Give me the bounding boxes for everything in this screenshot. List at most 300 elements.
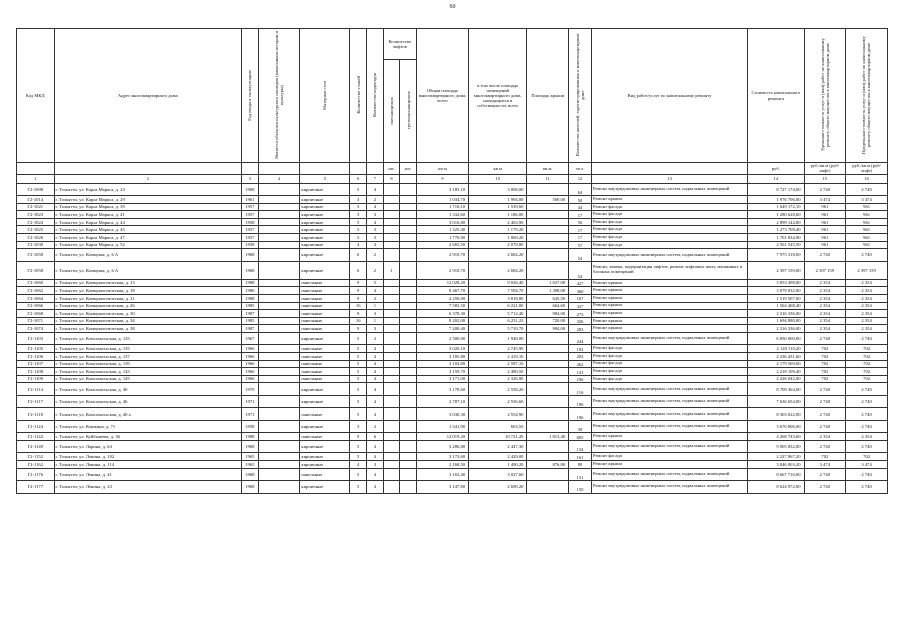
cell-year: 1957	[242, 211, 259, 219]
table-row	[17, 183, 888, 196]
cell-address: г. Тольятти, ул. Комсомольская, д. 125	[54, 332, 242, 345]
cell-work-type: Ремонт фасада	[591, 368, 747, 376]
table-row	[17, 453, 888, 461]
cell-address: г. Тольятти, ул. Коммунистическая, д. 21	[54, 294, 242, 302]
cell-floors: 9	[350, 287, 367, 295]
cell-lifts-cargo	[400, 249, 417, 262]
cell-max-cost: 961	[846, 234, 888, 242]
cell-residents: 57	[569, 241, 592, 249]
unit-cell: руб./кв.м (руб/лифт)	[804, 163, 846, 174]
cell-area-roof	[527, 332, 569, 345]
col-number: 3	[242, 174, 259, 183]
cell-area-roof: 984,00	[527, 325, 569, 333]
cell-lifts-cargo	[400, 375, 417, 383]
cell-work-type: Ремонт фасада	[591, 211, 747, 219]
cell-cost: 2 397 159,00	[748, 261, 804, 279]
cell-code: Г2-1023	[17, 211, 55, 219]
cell-area-total: 8 467,70	[416, 287, 468, 295]
cell-area-total: 2 787,10	[416, 395, 468, 408]
cell-area-premises: 2 429,00	[469, 453, 527, 461]
cell-heritage	[258, 183, 300, 196]
cell-area-premises: 2 079,80	[469, 241, 527, 249]
cell-lifts-cargo	[400, 183, 417, 196]
table-row	[17, 408, 888, 421]
cell-lifts-cargo	[400, 196, 417, 204]
cell-area-premises: 3 818,80	[469, 294, 527, 302]
cell-heritage	[258, 279, 300, 287]
cell-lifts-cargo	[400, 383, 417, 396]
cell-area-premises: 2 326,90	[469, 375, 527, 383]
cell-cost: 6 850 000,00	[748, 332, 804, 345]
cell-floors: 6	[350, 261, 367, 279]
page-number: 60	[449, 4, 456, 10]
cell-year: 1958	[242, 420, 259, 433]
cell-cost: 1 519 507,00	[748, 294, 804, 302]
table-row	[17, 234, 888, 242]
cell-area-roof	[527, 249, 569, 262]
unit-cell	[242, 163, 259, 174]
cell-area-total: 3 173,60	[416, 453, 468, 461]
cell-address: г. Тольятти, ул. Коммунистическая, д. 18	[54, 287, 242, 295]
cell-code: Г2-1024	[17, 218, 55, 226]
table-row	[17, 325, 888, 333]
cell-address: г. Тольятти, ул. Ленина, д. 114	[54, 461, 242, 469]
cell-work-type: Ремонт крыши	[591, 461, 747, 469]
cell-lifts-passenger	[383, 420, 400, 433]
cell-heritage	[258, 249, 300, 262]
cell-area-roof	[527, 234, 569, 242]
cell-area-total: 3 147,80	[416, 481, 468, 494]
cell-area-total: 1 716,10	[416, 203, 468, 211]
cell-lifts-cargo	[400, 433, 417, 441]
table-row	[17, 395, 888, 408]
cell-max-cost: 3 474	[846, 196, 888, 204]
header-walls: Материал стен	[300, 29, 350, 163]
cell-area-premises: 2 463,90	[469, 218, 527, 226]
cell-area-roof	[527, 375, 569, 383]
cell-max-cost: 2 354	[846, 302, 888, 310]
cell-max-cost: 961	[846, 241, 888, 249]
cell-floors: 9	[350, 294, 367, 302]
header-year: Год ввода в эксплуатацию	[242, 29, 259, 163]
cell-walls: кирпичные	[300, 241, 350, 249]
cell-work-type: Ремонт крыши	[591, 302, 747, 310]
cell-area-total: 2 665,50	[416, 241, 468, 249]
cell-unit-cost: 702	[804, 353, 846, 361]
cell-work-type: Ремонт крыши	[591, 433, 747, 441]
cell-walls: панельные	[300, 287, 350, 295]
cell-address: г. Тольятти, ул. Коммунистическая, д. 38	[54, 325, 242, 333]
cell-residents: 605	[569, 433, 592, 441]
cell-year: 1971	[242, 395, 259, 408]
cell-max-cost: 2 740	[846, 249, 888, 262]
cell-heritage	[258, 211, 300, 219]
header-area-roof: Площадь крыши	[527, 29, 569, 163]
cell-floors: 5	[350, 345, 367, 353]
cell-lifts-passenger	[383, 332, 400, 345]
cell-unit-cost: 961	[804, 241, 846, 249]
unit-cell: шт.	[400, 163, 417, 174]
cell-work-type: Ремонт крыши	[591, 279, 747, 287]
cell-residents: 283	[569, 325, 592, 333]
cell-year: 1970	[242, 383, 259, 396]
cell-cost: 1 649 172,10	[748, 203, 804, 211]
cell-residents: 161	[569, 453, 592, 461]
cell-area-premises: 2 558,20	[469, 383, 527, 396]
cell-lifts-cargo	[400, 420, 417, 433]
cell-walls: кирпичные	[300, 461, 350, 469]
table-row	[17, 294, 888, 302]
col-number: 6	[350, 174, 367, 183]
cell-year: 1957	[242, 226, 259, 234]
cell-area-roof	[527, 261, 569, 279]
cell-year: 1958	[242, 218, 259, 226]
cell-lifts-cargo	[400, 395, 417, 408]
cell-residents: 56	[569, 218, 592, 226]
cell-area-premises: 2 556,60	[469, 395, 527, 408]
cell-max-cost: 2 740	[846, 468, 888, 481]
cell-unit-cost: 2 397 159	[804, 261, 846, 279]
unit-cell	[350, 163, 367, 174]
cell-lifts-passenger	[383, 383, 400, 396]
cell-residents: 196	[569, 395, 592, 408]
cell-walls: кирпичные	[300, 453, 350, 461]
cell-area-total: 1 325,40	[416, 226, 468, 234]
cell-area-roof	[527, 183, 569, 196]
table-body	[17, 183, 888, 493]
cell-code: Г2-1152	[17, 453, 55, 461]
cell-year: 1957	[242, 203, 259, 211]
cell-lifts-passenger	[383, 196, 400, 204]
cell-area-premises: 5 712,40	[469, 310, 527, 318]
unit-cell: руб./кв.м (руб/лифт)	[846, 163, 888, 174]
cell-heritage	[258, 241, 300, 249]
cell-lifts-passenger	[383, 433, 400, 441]
cell-cost: 4 268 743,60	[748, 433, 804, 441]
cell-lifts-passenger	[383, 287, 400, 295]
cell-lifts-cargo	[400, 287, 417, 295]
cell-area-total: 3 163,40	[416, 468, 468, 481]
cell-lifts-cargo	[400, 368, 417, 376]
unit-cell	[54, 163, 242, 174]
cell-floors: 5	[350, 395, 367, 408]
cell-address: г. Тольятти, ул. Кошкина, д. 71	[54, 420, 242, 433]
col-number: 8	[383, 174, 400, 183]
header-max-cost: Предельная стоимость услуг и (или) работ по капитальному ремонту общего имущества в многоквартирном доме	[846, 29, 888, 163]
header-code: Код МКД	[17, 29, 55, 163]
cell-area-total: 3 171,00	[416, 375, 468, 383]
cell-heritage	[258, 481, 300, 494]
cell-year: 1965	[242, 461, 259, 469]
header-heritage: Является объектом культурного наследия (памятником истории и культуры)	[258, 29, 300, 163]
cell-lifts-passenger	[383, 241, 400, 249]
cell-year: 1966	[242, 353, 259, 361]
cell-entrances: 2	[367, 249, 384, 262]
cell-lifts-passenger	[383, 468, 400, 481]
cell-residents: 360	[569, 287, 592, 295]
cell-address: г. Тольятти, ул. Комсомольская, д. 40 а	[54, 408, 242, 421]
cell-walls: кирпичные	[300, 218, 350, 226]
table-row	[17, 383, 888, 396]
cell-cost: 1 694 880,00	[748, 317, 804, 325]
cell-address: г. Тольятти, ул. Карла Маркса, д. 44	[54, 218, 242, 226]
cell-lifts-cargo	[400, 440, 417, 453]
table-row	[17, 218, 888, 226]
cell-address: г. Тольятти, ул. Ларина, д. 64	[54, 440, 242, 453]
cell-heritage	[258, 408, 300, 421]
cell-code: Г2-1177	[17, 481, 55, 494]
cell-code: Г2-1025	[17, 226, 55, 234]
cell-entrances: 4	[367, 481, 384, 494]
cell-residents: 196	[569, 408, 592, 421]
cell-code: Г2-1107	[17, 360, 55, 368]
cell-entrances: 4	[367, 408, 384, 421]
cell-entrances: 4	[367, 203, 384, 211]
table-row	[17, 196, 888, 204]
table-row	[17, 241, 888, 249]
header-lifts: Количество лифтов	[383, 29, 416, 60]
cell-walls: панельные	[300, 294, 350, 302]
cell-year: 1958	[242, 241, 259, 249]
cell-heritage	[258, 453, 300, 461]
cell-walls: кирпичные	[300, 234, 350, 242]
cell-lifts-passenger	[383, 317, 400, 325]
cell-code: Г2-1108	[17, 368, 55, 376]
cell-unit-cost: 2 354	[804, 287, 846, 295]
table-row	[17, 345, 888, 353]
cell-address: г. Тольятти, ул. Коммуны, д. 6 А	[54, 249, 242, 262]
cell-work-type: Ремонт фасада	[591, 203, 747, 211]
cell-walls: панельные	[300, 325, 350, 333]
cell-unit-cost: 702	[804, 453, 846, 461]
cell-lifts-passenger	[383, 294, 400, 302]
cell-lifts-passenger	[383, 183, 400, 196]
cell-address: г. Тольятти, ул. Коммуны, д. 6 А	[54, 261, 242, 279]
cell-year: 1968	[242, 440, 259, 453]
cell-area-premises: 1 948,00	[469, 332, 527, 345]
cell-cost: 8 303 022,00	[748, 408, 804, 421]
cell-residents: 167	[569, 294, 592, 302]
cell-area-roof	[527, 241, 569, 249]
unit-cell	[17, 163, 55, 174]
cell-max-cost: 702	[846, 453, 888, 461]
cell-area-roof: 645,50	[527, 294, 569, 302]
cell-unit-cost: 2 354	[804, 325, 846, 333]
cell-unit-cost: 2 354	[804, 317, 846, 325]
cell-floors: 5	[350, 468, 367, 481]
cell-area-roof: 1 637,00	[527, 279, 569, 287]
cell-area-total: 2 910,70	[416, 249, 468, 262]
cell-address: г. Тольятти, ул. Комсомольская, д. 40	[54, 383, 242, 396]
cell-lifts-cargo	[400, 203, 417, 211]
col-number: 2	[54, 174, 242, 183]
cell-lifts-passenger	[383, 310, 400, 318]
cell-work-type: Ремонт фасада	[591, 453, 747, 461]
cell-floors: 5	[350, 332, 367, 345]
cell-walls: панельные	[300, 408, 350, 421]
cell-max-cost: 2 354	[846, 294, 888, 302]
cell-lifts-passenger	[383, 203, 400, 211]
cell-area-premises: 10 721,20	[469, 433, 527, 441]
cell-code: Г2-1071	[17, 317, 55, 325]
cell-residents: 244	[569, 332, 592, 345]
cell-lifts-cargo	[400, 234, 417, 242]
cell-heritage	[258, 368, 300, 376]
cell-heritage	[258, 420, 300, 433]
cell-address: г. Тольятти, ул. Карла Маркса, д. 29	[54, 196, 242, 204]
cell-area-premises: 2 554,90	[469, 408, 527, 421]
cell-residents: 131	[569, 468, 592, 481]
cell-area-premises: 1 994,00	[469, 196, 527, 204]
cell-address: г. Тольятти, ул. Коммунистическая, д. 30	[54, 310, 242, 318]
cell-code: Г2-1114	[17, 383, 55, 396]
cell-area-total: 7 583,50	[416, 302, 468, 310]
cell-walls: панельные	[300, 279, 350, 287]
cell-area-total: 1 770,90	[416, 234, 468, 242]
header-residents: Количество жителей, зарегистрированных в многоквартирном доме	[569, 29, 592, 163]
cell-area-total: 1 034,70	[416, 196, 468, 204]
cell-residents: 150	[569, 481, 592, 494]
cell-max-cost: 2 740	[846, 395, 888, 408]
cell-lifts-cargo	[400, 345, 417, 353]
cell-entrances: 4	[367, 453, 384, 461]
cell-cost: 1 280 628,60	[748, 211, 804, 219]
cell-entrances: 4	[367, 395, 384, 408]
cell-code: Г2-1064	[17, 294, 55, 302]
cell-entrances: 5	[367, 279, 384, 287]
cell-walls: кирпичные	[300, 481, 350, 494]
cell-code: Г2-1106	[17, 353, 55, 361]
cell-area-total: 3 185,10	[416, 183, 468, 196]
cell-residents: 89	[569, 461, 592, 469]
cell-floors: 3	[350, 203, 367, 211]
cell-lifts-cargo	[400, 279, 417, 287]
cell-heritage	[258, 294, 300, 302]
cell-walls: панельные	[300, 317, 350, 325]
cell-lifts-passenger	[383, 440, 400, 453]
col-number: 12	[569, 174, 592, 183]
cell-floors: 5	[350, 353, 367, 361]
cell-area-roof	[527, 408, 569, 421]
cell-area-roof	[527, 468, 569, 481]
cell-max-cost: 2 397 159	[846, 261, 888, 279]
cell-max-cost: 2 354	[846, 325, 888, 333]
cell-lifts-passenger: 1	[383, 261, 400, 279]
cell-walls: панельные	[300, 368, 350, 376]
cell-floors: 9	[350, 433, 367, 441]
cell-area-premises: 6 221,00	[469, 302, 527, 310]
cell-heritage	[258, 395, 300, 408]
cell-max-cost: 702	[846, 368, 888, 376]
cell-walls: кирпичные	[300, 211, 350, 219]
cell-area-roof	[527, 211, 569, 219]
cell-code: Г2-1142	[17, 433, 55, 441]
cell-floors: 5	[350, 440, 367, 453]
cell-floors: 5	[350, 453, 367, 461]
cell-unit-cost: 702	[804, 368, 846, 376]
cell-address: г. Тольятти, ул. Комсомольская, д. 145	[54, 375, 242, 383]
col-number: 13	[591, 174, 747, 183]
cell-residents: 17	[569, 211, 592, 219]
cell-heritage	[258, 325, 300, 333]
cell-max-cost: 702	[846, 375, 888, 383]
cell-address: г. Тольятти, ул. Карла Маркса, д. 23	[54, 183, 242, 196]
cell-entrances: 4	[367, 440, 384, 453]
cell-max-cost: 2 740	[846, 183, 888, 196]
cell-work-type: Ремонт внутридомовых инженерных систем, подвальных помещений	[591, 183, 747, 196]
cell-lifts-passenger	[383, 461, 400, 469]
cell-floors: 5	[350, 218, 367, 226]
cell-lifts-cargo	[400, 325, 417, 333]
cell-area-total: 6 378,30	[416, 310, 468, 318]
cell-area-roof	[527, 345, 569, 353]
cell-work-type: Ремонт крыши	[591, 196, 747, 204]
cell-year: 1988	[242, 294, 259, 302]
cell-heritage	[258, 287, 300, 295]
cell-lifts-passenger	[383, 395, 400, 408]
cell-floors: 5	[350, 375, 367, 383]
header-lifts-cargo: грузопассажирских	[400, 60, 417, 163]
cell-walls: кирпичные	[300, 440, 350, 453]
cell-area-roof: 876,80	[527, 461, 569, 469]
cell-entrances: 2	[367, 332, 384, 345]
cell-year: 1971	[242, 408, 259, 421]
unit-cell	[258, 163, 300, 174]
cell-residents: 116	[569, 383, 592, 396]
cell-walls: кирпичные	[300, 196, 350, 204]
cell-unit-cost: 961	[804, 218, 846, 226]
cell-walls: кирпичные	[300, 332, 350, 345]
cell-work-type: Ремонт фасада	[591, 360, 747, 368]
cell-lifts-cargo	[400, 453, 417, 461]
cell-lifts-cargo	[400, 360, 417, 368]
col-number: 1	[17, 174, 55, 183]
cell-area-roof	[527, 420, 569, 433]
cell-area-total: 7 200,40	[416, 325, 468, 333]
cell-entrances: 2	[367, 196, 384, 204]
cell-residents: 64	[569, 183, 592, 196]
cell-max-cost: 961	[846, 218, 888, 226]
cell-code: Г2-1062	[17, 287, 55, 295]
cell-lifts-cargo	[400, 353, 417, 361]
cell-area-roof	[527, 360, 569, 368]
cell-year: 1986	[242, 287, 259, 295]
cell-floors: 3	[350, 211, 367, 219]
cell-cost: 2 226 042,00	[748, 375, 804, 383]
cell-work-type: Ремонт фасада	[591, 241, 747, 249]
cell-code: Г2-1149	[17, 440, 55, 453]
cell-max-cost: 2 740	[846, 420, 888, 433]
cell-year: 1988	[242, 433, 259, 441]
cell-year: 1957	[242, 234, 259, 242]
cell-code: Г2-1030	[17, 241, 55, 249]
cell-residents: 327	[569, 302, 592, 310]
cell-area-premises: 2 684,20	[469, 249, 527, 262]
cell-unit-cost: 2 740	[804, 408, 846, 421]
cell-unit-cost: 2 740	[804, 249, 846, 262]
cell-floors: 5	[350, 368, 367, 376]
cell-floors: 3	[350, 196, 367, 204]
cell-lifts-cargo	[400, 302, 417, 310]
cell-max-cost: 961	[846, 203, 888, 211]
cell-address: г. Тольятти, ул. Комсомольская, д. 135	[54, 345, 242, 353]
cell-code: Г2-1109	[17, 375, 55, 383]
cell-cost: 1 564 468,40	[748, 302, 804, 310]
unit-cell	[591, 163, 747, 174]
cell-max-cost: 961	[846, 211, 888, 219]
cell-address: г. Тольятти, ул. Комсомольская, д. 143	[54, 368, 242, 376]
cell-entrances: 4	[367, 383, 384, 396]
